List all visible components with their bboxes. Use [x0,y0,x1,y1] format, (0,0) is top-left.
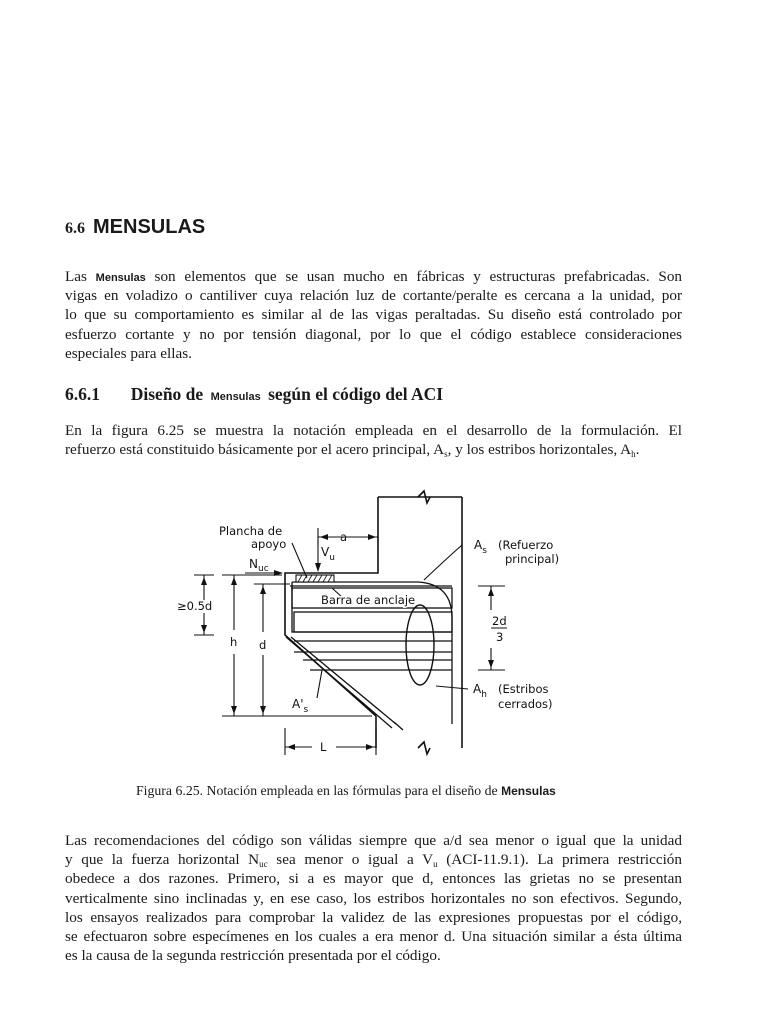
stirrup-zone-ellipse [406,605,434,685]
label-2d: 2d [492,614,507,628]
label-plancha-1: Plancha de [219,524,283,538]
label-a: a [340,530,348,544]
rec-line-7: es la causa de la segunda restricción presentada por el código. [65,947,441,965]
keyword-mensulas: Mensulas [95,272,146,284]
label-estribos-1: (Estribos [498,682,549,696]
label-barra-anclaje: Barra de anclaje [321,593,416,607]
rec-line-2: y que la fuerza horizontal $N_{uc}$ sea menor o igual a $V_u$ (ACI-11.9.1). La primera restricción [65,851,682,870]
caption-text: Figura 6.25. Notación empleada en las fórmulas para el diseño de [136,783,502,798]
notation-line-1: En la figura 6.25 se muestra la notación empleada en el desarrollo de la formulación. El [65,422,682,439]
section-number: 6.6 [65,220,85,237]
subsection-keyword: Mensulas [210,391,261,403]
label-3: 3 [496,630,504,644]
caption-keyword: Mensulas [501,784,556,798]
label-min-0-5d: ≥0.5d [177,599,213,613]
intro-line-2: vigas en voladizo o cantiliver cuya relación luz de cortante/peralte es cercana a la unidad, por [65,287,682,305]
label-h: h [230,635,238,649]
subsection-title-post: según el código del ACI [263,384,444,404]
label-as: $A_s$ [474,538,487,556]
subsection-number: 6.6.1 [65,384,100,404]
label-ah: $A_h$ [473,682,487,700]
rec-line-5: los ensayos realizados para comprobar la validez de las expresiones propuestas por el código, [65,908,682,926]
intro-line-1: Las Mensulas son elementos que se usan mucho en fábricas y estructuras prefabricadas. Son [65,268,683,285]
subsection-title-pre: Diseño de [130,384,208,404]
figure-caption [136,783,556,799]
rec-line-6: se efectuaron sobre especímenes en los cuales a era menor d. Una situación similar a ésta última [65,927,682,945]
label-refuerzo-2: principal) [505,552,560,566]
label-refuerzo-1: (Refuerzo [498,538,554,552]
arrowheads [201,534,494,750]
label-plancha-2: apoyo [251,537,287,551]
label-as-prime: $A'_s$ [292,697,309,715]
recommendations-paragraph [65,831,682,965]
section-title: MENSULAS [93,216,206,238]
rec-line-3: obedece a dos razones. Primero, si a es mayor que d, entonces las grietas no se presentan [65,870,682,888]
label-estribos-2: cerrados) [498,697,553,711]
concrete-outline [285,491,462,754]
intro-line-5: especiales para ellas. [65,344,192,362]
rec-line-4: verticalmente sino inclinadas y, en ese caso, los estribos horizontales no son efectivos. Segundo, [65,889,682,907]
rec-line-1: Las recomendaciones del código son válidas siempre que a/d sea menor o igual que la unidad [65,832,682,849]
intro-line-3: lo que su comportamiento es similar al de las vigas peraltadas. Su diseño está controlado por [65,306,682,324]
intro-line-4: esfuerzo cortante y no por tensión diagonal, por lo que el código establece consideraciones [65,325,682,343]
label-vu: $V_u$ [321,545,335,563]
notation-line-2: refuerzo está constituido básicamente por el acero principal, $A_s$, y los estribos horizontales, $A_h$. [65,441,640,460]
label-nuc: $N_{uc}$ [249,557,269,574]
label-l: L [320,740,327,754]
label-d: d [259,638,267,652]
